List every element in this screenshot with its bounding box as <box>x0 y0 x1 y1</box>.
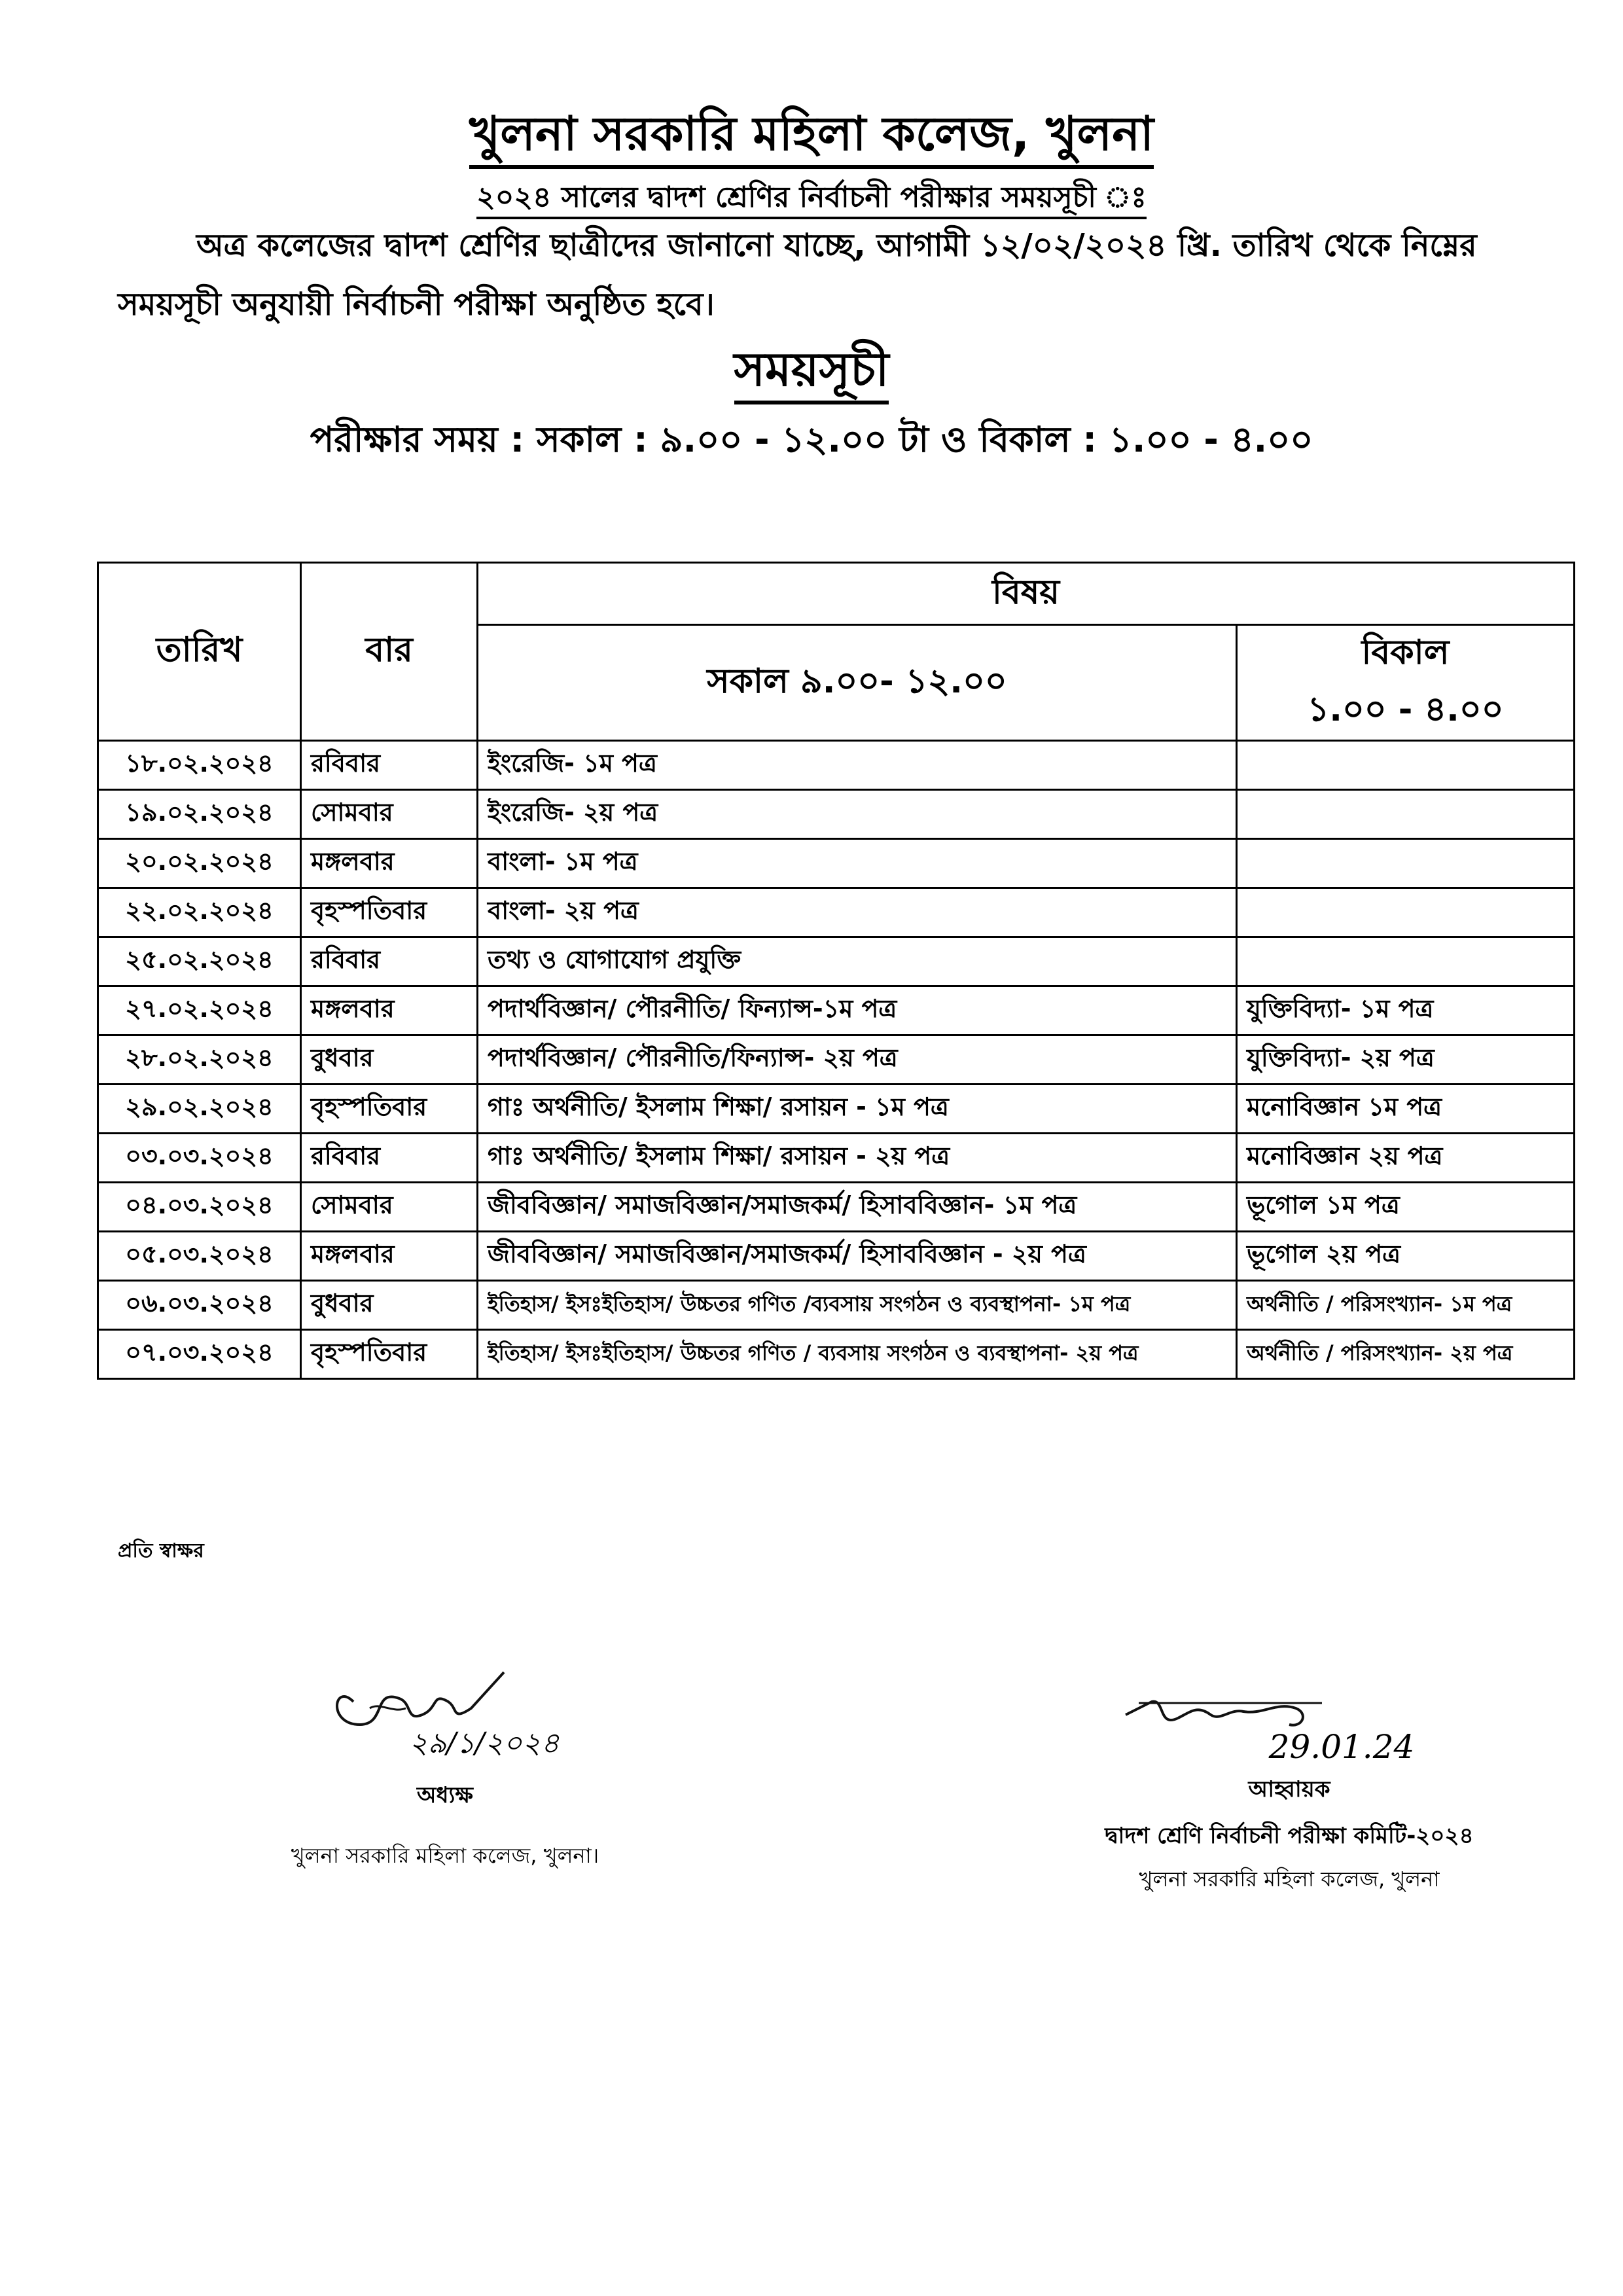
row-day: সোমবার <box>301 1183 478 1232</box>
row-day: বৃহস্পতিবার <box>301 1330 478 1379</box>
convener-committee: দ্বাদশ শ্রেণি নির্বাচনী পরীক্ষা কমিটি-২০২৪ <box>1105 1823 1474 1849</box>
header-afternoon-time: ১.০০ - ৪.০০ <box>1307 690 1504 729</box>
row-date: ২২.০২.২০২৪ <box>98 888 301 937</box>
row-date: ০৩.০৩.২০২৪ <box>98 1134 301 1183</box>
table-row <box>98 1330 1575 1379</box>
schedule-heading: সময়সূচী <box>0 334 1623 412</box>
row-afternoon-subject: ভূগোল ২য় পত্র <box>1237 1232 1575 1281</box>
header-afternoon <box>1237 625 1575 741</box>
row-date: ২৭.০২.২০২৪ <box>98 986 301 1035</box>
row-morning-subject: জীববিজ্ঞান/ সমাজবিজ্ঞান/সমাজকর্ম/ হিসাববিজ্ঞান- ১ম পত্র <box>478 1183 1237 1232</box>
table-row <box>98 1134 1575 1183</box>
schedule-table <box>97 562 1575 1380</box>
table-row <box>98 1085 1575 1134</box>
row-afternoon-subject: যুক্তিবিদ্যা- ২য় পত্র <box>1237 1035 1575 1085</box>
principal-org: খুলনা সরকারি মহিলা কলেজ, খুলনা। <box>291 1843 599 1868</box>
table-row <box>98 937 1575 986</box>
row-afternoon-subject: যুক্তিবিদ্যা- ১ম পত্র <box>1237 986 1575 1035</box>
row-morning-subject: বাংলা- ১ম পত্র <box>478 839 1237 888</box>
table-row <box>98 1281 1575 1330</box>
table-row <box>98 1232 1575 1281</box>
row-morning-subject: ইতিহাস/ ইসঃইতিহাস/ উচ্চতর গণিত /ব্যবসায় সংগঠন ও ব্যবস্থাপনা- ১ম পত্র <box>478 1281 1237 1330</box>
convener-org: খুলনা সরকারি মহিলা কলেজ, খুলনা <box>1139 1867 1440 1892</box>
row-morning-subject: পদার্থবিজ্ঞান/ পৌরনীতি/ ফিন্যান্স-১ম পত্র <box>478 986 1237 1035</box>
row-date: ২৯.০২.২০২৪ <box>98 1085 301 1134</box>
row-afternoon-subject <box>1237 839 1575 888</box>
row-date: ১৯.০২.২০২৪ <box>98 790 301 839</box>
convener-sign-date: 29.01.24 <box>1268 1728 1415 1766</box>
row-afternoon-subject <box>1237 888 1575 937</box>
row-morning-subject: ইতিহাস/ ইসঃইতিহাস/ উচ্চতর গণিত / ব্যবসায় সংগঠন ও ব্যবস্থাপনা- ২য় পত্র <box>478 1330 1237 1379</box>
row-date: ২৮.০২.২০২৪ <box>98 1035 301 1085</box>
row-morning-subject: তথ্য ও যোগাযোগ প্রযুক্তি <box>478 937 1237 986</box>
row-morning-subject: গাঃ অর্থনীতি/ ইসলাম শিক্ষা/ রসায়ন - ১ম পত্র <box>478 1085 1237 1134</box>
row-afternoon-subject: মনোবিজ্ঞান ২য় পত্র <box>1237 1134 1575 1183</box>
row-date: ২৫.০২.২০২৪ <box>98 937 301 986</box>
row-date: ২০.০২.২০২৪ <box>98 839 301 888</box>
header-afternoon-label: বিকাল <box>1361 633 1450 672</box>
row-day: মঙ্গলবার <box>301 986 478 1035</box>
row-afternoon-subject: ভূগোল ১ম পত্র <box>1237 1183 1575 1232</box>
row-day: সোমবার <box>301 790 478 839</box>
row-day: মঙ্গলবার <box>301 1232 478 1281</box>
row-day: বৃহস্পতিবার <box>301 1085 478 1134</box>
college-title: খুলনা সরকারি মহিলা কলেজ, খুলনা <box>0 98 1623 177</box>
header-morning: সকাল ৯.০০- ১২.০০ <box>478 625 1237 741</box>
header-subject: বিষয় <box>478 563 1575 625</box>
row-day: বুধবার <box>301 1281 478 1330</box>
table-row <box>98 790 1575 839</box>
table-row <box>98 741 1575 790</box>
table-row <box>98 1183 1575 1232</box>
row-afternoon-subject: মনোবিজ্ঞান ১ম পত্র <box>1237 1085 1575 1134</box>
table-row <box>98 839 1575 888</box>
row-date: ০৬.০৩.২০২৪ <box>98 1281 301 1330</box>
row-day: মঙ্গলবার <box>301 839 478 888</box>
row-morning-subject: গাঃ অর্থনীতি/ ইসলাম শিক্ষা/ রসায়ন - ২য় পত্র <box>478 1134 1237 1183</box>
row-afternoon-subject: অর্থনীতি / পরিসংখ্যান- ১ম পত্র <box>1237 1281 1575 1330</box>
row-afternoon-subject <box>1237 790 1575 839</box>
row-morning-subject: জীববিজ্ঞান/ সমাজবিজ্ঞান/সমাজকর্ম/ হিসাববিজ্ঞান - ২য় পত্র <box>478 1232 1237 1281</box>
principal-title: অধ্যক্ষ <box>417 1782 473 1808</box>
row-morning-subject: পদার্থবিজ্ঞান/ পৌরনীতি/ফিন্যান্স- ২য় পত্র <box>478 1035 1237 1085</box>
row-day: রবিবার <box>301 1134 478 1183</box>
header-day: বার <box>301 563 478 741</box>
row-day: রবিবার <box>301 937 478 986</box>
copy-sign-label: প্রতি স্বাক্ষর <box>118 1539 204 1562</box>
row-day: রবিবার <box>301 741 478 790</box>
principal-sign-date: ২৯/১/২০২৪ <box>409 1727 560 1760</box>
schedule-subtitle: ২০২৪ সালের দ্বাদশ শ্রেণির নির্বাচনী পরীক্ষার সময়সূচী ঃ <box>0 175 1623 223</box>
table-row <box>98 1035 1575 1085</box>
row-afternoon-subject <box>1237 741 1575 790</box>
convener-title: আহ্বায়ক <box>1248 1776 1330 1803</box>
table-row <box>98 888 1575 937</box>
notice-text: অত্র কলেজের দ্বাদশ শ্রেণির ছাত্রীদের জানানো যাচ্ছে, আগামী ১২/০২/২০২৪ খ্রি. তারিখ থেকে নিম্নের সময়সূচী অনুযায়ী নির্বাচনী পরীক্ষা অনুষ্ঠিত হবে। <box>118 227 1477 323</box>
row-day: বুধবার <box>301 1035 478 1085</box>
row-afternoon-subject: অর্থনীতি / পরিসংখ্যান- ২য় পত্র <box>1237 1330 1575 1379</box>
principal-signature-block <box>216 1662 674 1874</box>
row-morning-subject: ইংরেজি- ১ম পত্র <box>478 741 1237 790</box>
row-morning-subject: বাংলা- ২য় পত্র <box>478 888 1237 937</box>
convener-signature-block <box>1021 1689 1558 1898</box>
row-date: ১৮.০২.২০২৪ <box>98 741 301 790</box>
row-date: ০৭.০৩.২০২৪ <box>98 1330 301 1379</box>
header-date: তারিখ <box>98 563 301 741</box>
row-date: ০৫.০৩.২০২৪ <box>98 1232 301 1281</box>
row-date: ০৪.০৩.২০২৪ <box>98 1183 301 1232</box>
row-afternoon-subject <box>1237 937 1575 986</box>
row-day: বৃহস্পতিবার <box>301 888 478 937</box>
table-row <box>98 986 1575 1035</box>
exam-time: পরীক্ষার সময় : সকাল : ৯.০০ - ১২.০০ টা ও বিকাল : ১.০০ - ৪.০০ <box>310 419 1313 460</box>
row-morning-subject: ইংরেজি- ২য় পত্র <box>478 790 1237 839</box>
